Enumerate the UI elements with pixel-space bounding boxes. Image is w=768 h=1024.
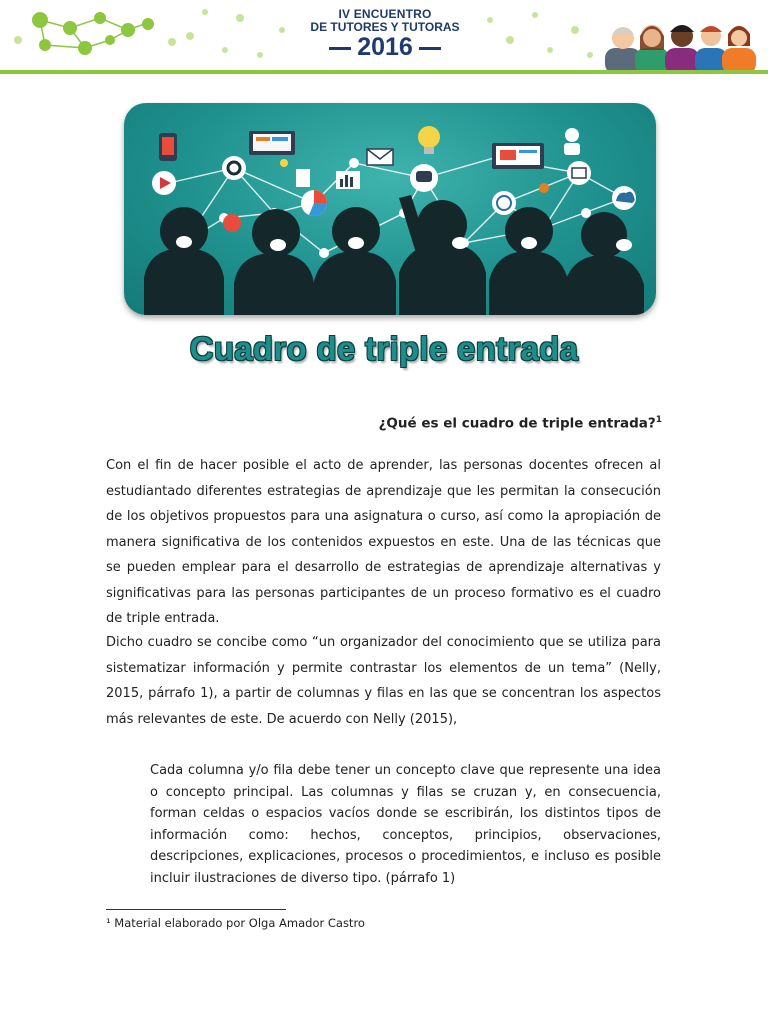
document-title: Cuadro de triple entrada [189, 330, 579, 367]
lightbulb-icon [418, 126, 440, 148]
globe-icon [492, 191, 516, 215]
section-heading [379, 415, 662, 432]
block-quote: Cada columna y/o fila debe tener un concepto clave que represente una idea o concepto principal. Las columnas y filas se cruzan y, en consecuencia, forman celdas o espacios vacíos donde se escribirán, los distintos tipos de información como: hechos, conceptos, principios, observaciones, descripciones, explicaciones, procesos o procedimientos, e incluso es posible incluir ilustraciones de diverso tipo. (párrafo 1) [150, 763, 661, 886]
network-node-icon [32, 12, 48, 28]
section-heading-text: ¿Qué es el cuadro de triple entrada? [378, 415, 656, 432]
paragraph-intro: Con el fin de hacer posible el acto de aprender, las personas docentes ofrecen al estudiantado diferentes estrategias de aprendizaje que les permitan la consecución de los objetivos propuestos para una asignatura o curso, así como la apropiación de manera significativa de los contenidos expuestos en este. Una de las técnicas que se pueden emplear para el desarrollo de estrategias de aprendizaje alternativas y significativas para las personas participantes de un proceso formativo es el cuadro de triple entrada. [106, 458, 661, 626]
paragraph-definition: Dicho cuadro se concibe como “un organizador del conocimiento que se utiliza para sistematizar información y permite contrastar los elementos de un tema” (Nelly, 2015, párrafo 1), a partir de columnas y filas en las que se concentran los aspectos más relevantes de este. De acuerdo con Nelly (2015), [106, 635, 661, 727]
mail-icon [567, 161, 591, 185]
hero-illustration [124, 103, 656, 315]
network-decoration-left [0, 0, 300, 68]
person-icon [565, 128, 579, 142]
footnote-divider [106, 909, 286, 910]
gear-icon [222, 156, 246, 180]
network-decoration-right [480, 0, 600, 68]
event-title-line2: DE TUTORES Y TUTORAS [310, 19, 460, 34]
page-header [0, 0, 768, 76]
event-year: 2016 [300, 34, 470, 60]
knowledge-network-image [124, 103, 656, 315]
header-divider [0, 70, 768, 74]
event-title-line1: IV ENCUENTRO [338, 7, 432, 21]
event-logo [300, 8, 470, 60]
footnote: ¹ Material elaborado por Olga Amador Castro [106, 916, 365, 930]
tutors-people-icon [600, 2, 760, 74]
footnote-reference: 1 [655, 415, 662, 425]
